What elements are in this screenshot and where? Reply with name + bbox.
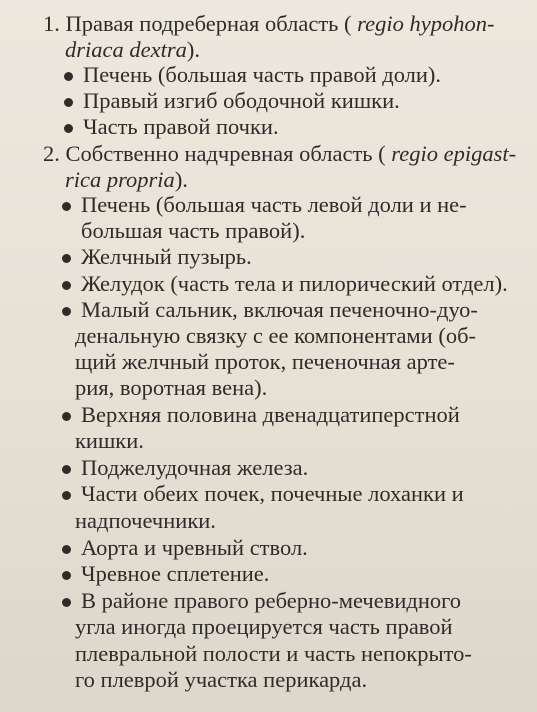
- section-1-latin-cont: driaca dextra: [65, 37, 187, 62]
- section-2-latin: regio epigast-: [391, 141, 517, 166]
- section-1-heading-line-1: [43, 11, 494, 37]
- list-item: Чревное сплетение.: [81, 561, 270, 586]
- bullet-icon: [62, 491, 71, 500]
- list-item: Желудок (часть тела и пилорический отдел).: [81, 271, 508, 296]
- section-1-latin: regio hypohon-: [357, 11, 495, 36]
- bullet-icon: [62, 281, 71, 290]
- bullet-icon: [64, 72, 73, 81]
- bullet-icon: [62, 202, 71, 211]
- list-item: Верхняя половина двенадцатиперстной: [81, 402, 460, 427]
- section-2-title: Собственно надчревная область (: [65, 141, 386, 166]
- bullet-icon: [62, 307, 71, 316]
- section-1-heading-end: ).: [186, 37, 200, 62]
- list-item-continuation: рия, воротная вена).: [75, 375, 268, 400]
- section-2-latin-cont: rica propria: [65, 167, 175, 192]
- section-2-heading-line-2: [65, 167, 188, 193]
- list-item: Печень (большая часть правой доли).: [83, 62, 442, 87]
- bullet-icon: [62, 545, 71, 554]
- bullet-icon: [62, 254, 71, 263]
- section-2-number: 2.: [43, 141, 60, 166]
- list-item: Желчный пузырь.: [81, 244, 252, 269]
- list-item-continuation: большая часть правой).: [81, 218, 306, 243]
- list-item-continuation: кишки.: [75, 428, 144, 453]
- list-item: В районе правого реберно-мечевидного: [81, 588, 462, 613]
- list-item-continuation: щий желчный проток, печеночная арте-: [75, 349, 455, 374]
- list-item: Части обеих почек, почечные лоханки и: [81, 481, 464, 506]
- list-item: Правый изгиб ободочной кишки.: [83, 88, 400, 113]
- list-item: Печень (большая часть левой доли и не-: [81, 192, 467, 217]
- list-item-continuation: угла иногда проецируется часть правой: [75, 614, 453, 639]
- bullet-icon: [62, 571, 71, 580]
- list-item: Поджелудочная железа.: [81, 455, 309, 480]
- bullet-icon: [62, 465, 71, 474]
- list-item: Часть правой почки.: [83, 114, 279, 139]
- list-item-continuation: го плеврой участка перикарда.: [75, 667, 368, 692]
- section-1-number: 1.: [43, 11, 60, 36]
- list-item: Аорта и чревный ствол.: [81, 535, 308, 560]
- section-1-title: Правая подреберная область (: [65, 11, 352, 36]
- bullet-icon: [64, 98, 73, 107]
- list-item-continuation: денальную связку с ее компонентами (об-: [75, 323, 477, 348]
- bullet-icon: [64, 124, 73, 133]
- section-1-heading-line-2: [65, 37, 200, 63]
- bullet-icon: [62, 412, 71, 421]
- list-item: Малый сальник, включая печеночно-дуо-: [81, 297, 478, 322]
- list-item-continuation: плевральной полости и часть непокрыто-: [75, 641, 472, 666]
- list-item-continuation: надпочечники.: [75, 508, 216, 533]
- section-2-heading-end: ).: [174, 167, 188, 192]
- bullet-icon: [62, 598, 71, 607]
- section-2-heading-line-1: [43, 141, 516, 167]
